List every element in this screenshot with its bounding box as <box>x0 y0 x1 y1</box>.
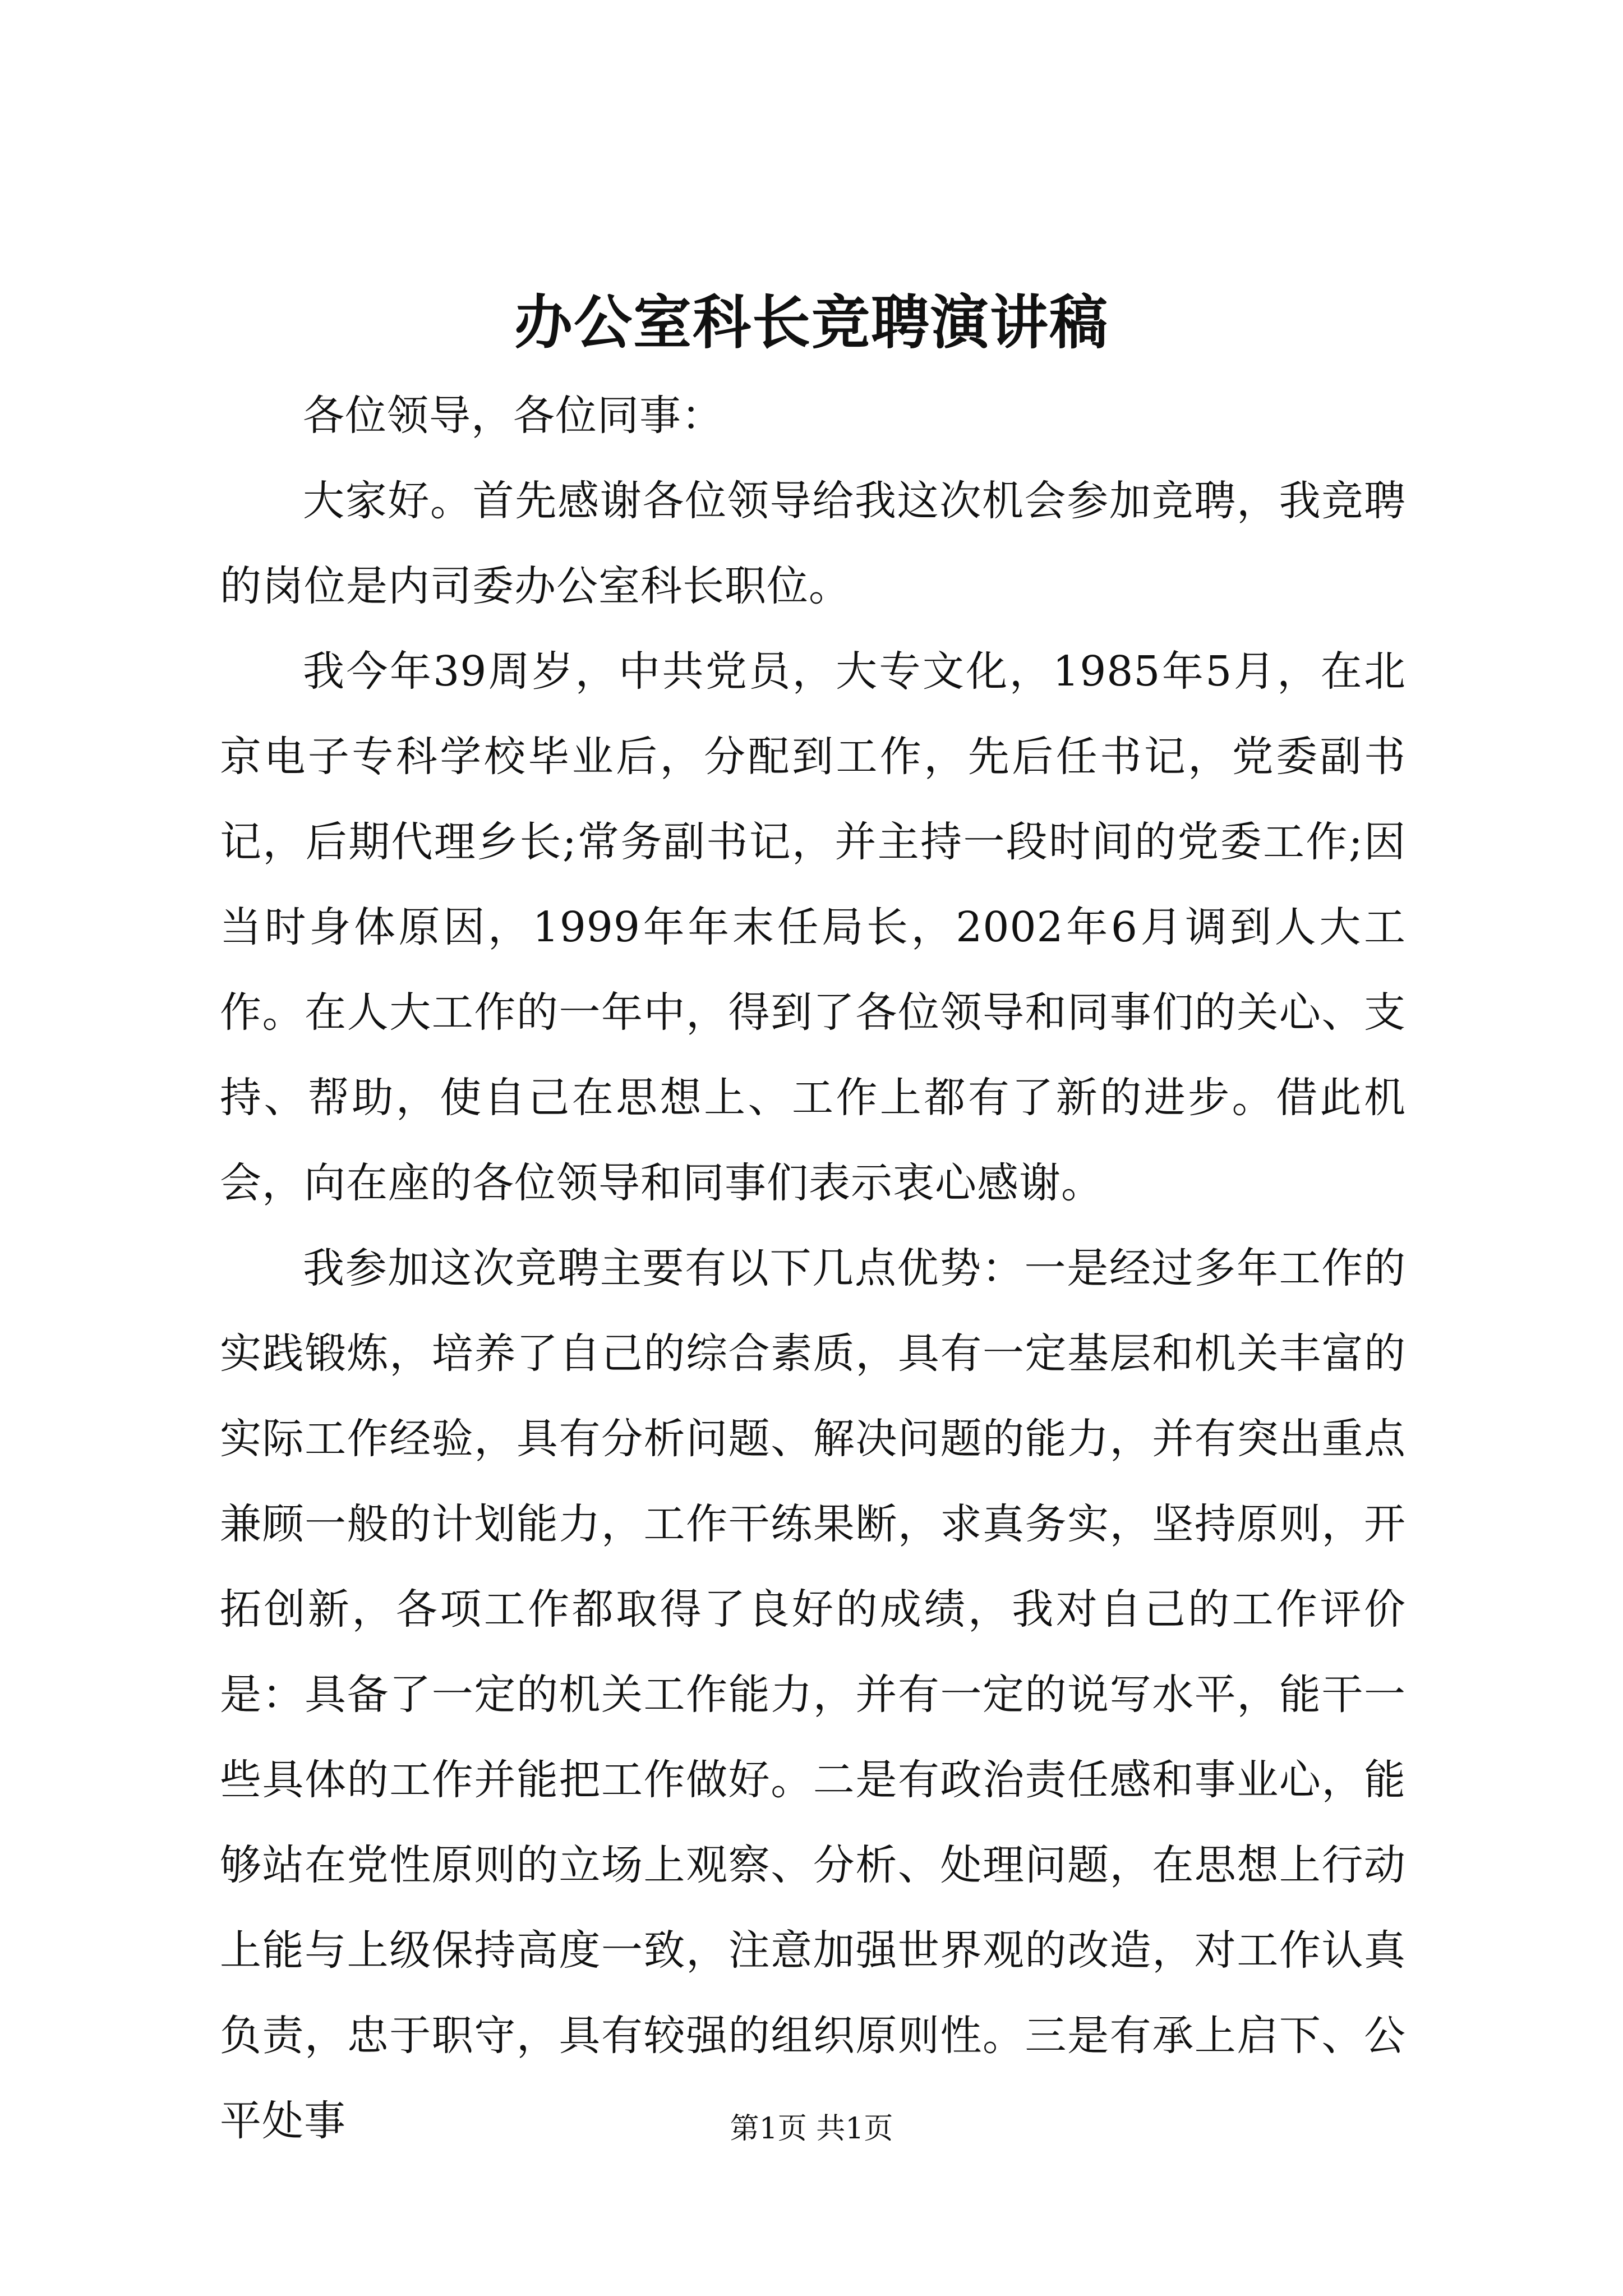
document-title: 办公室科长竞聘演讲稿 <box>514 288 1109 357</box>
paragraph-advantages: 我参加这次竞聘主要有以下几点优势：一是经过多年工作的实践锻炼，培养了自己的综合素质，具有一定基层和机关丰富的实际工作经验，具有分析问题、解决问题的能力，并有突出重点兼顾一般的计划能力，工作干练果断，求真务实，坚持原则，开拓创新，各项工作都取得了良好的成绩，我对自己的工作评价是：具备了一定的机关工作能力，并有一定的说写水平，能干一些具体的工作并能把工作做好。二是有政治责任感和事业心，能够站在党性原则的立场上观察、分析、处理问题，在思想上行动上能与上级保持高度一致，注意加强世界观的改造，对工作认真负责，忠于职守，具有较强的组织原则性。三是有承上启下、公平处事 <box>220 1244 1406 2145</box>
paragraph-background: 我今年39周岁，中共党员，大专文化，1985年5月，在北京电子专科学校毕业后，分配到工作，先后任书记，党委副书记，后期代理乡长;常务副书记，并主持一段时间的党委工作;因当时身体原因，1999年年末任局长，2002年6月调到人大工作。在人大工作的一年中，得到了各位领导和同事们的关心、支持、帮助，使自己在思想上、工作上都有了新的进步。借此机会，向在座的各位领导和同事们表示衷心感谢。 <box>220 647 1406 1207</box>
paragraph-greeting: 大家好。首先感谢各位领导给我这次机会参加竞聘，我竞聘的岗位是内司委办公室科长职位。 <box>220 477 1406 610</box>
paragraph-salutation: 各位领导，各位同事： <box>303 392 723 440</box>
document-body <box>220 373 1406 2164</box>
page-number-footer: 第1页 共1页 <box>730 2112 893 2146</box>
